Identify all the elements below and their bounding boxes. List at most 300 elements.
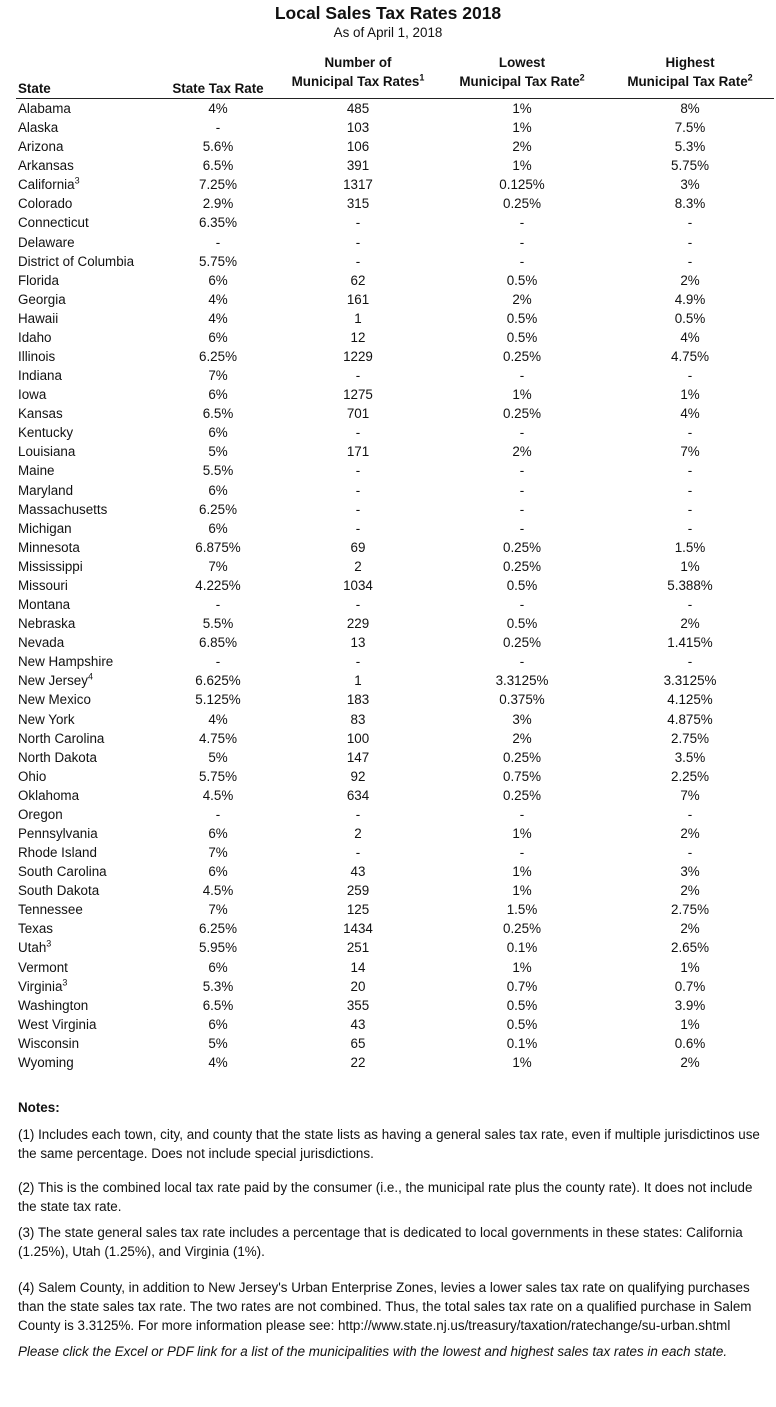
state-name [18,404,63,423]
state-name-text: Georgia [18,291,66,307]
notes-heading: Notes: [18,1100,60,1115]
municipal-rate-count: 485 [346,101,370,116]
lowest-municipal-rate: 0.25% [503,539,541,555]
state-name [18,442,75,461]
state-name-text: Alaska [18,120,59,136]
highest-municipal-rate: 5.388% [667,577,713,593]
state-tax-rate: 4% [208,291,228,307]
state-tax-rate: 6% [208,864,228,880]
lowest-municipal-rate: 0.25% [503,558,541,574]
highest-municipal-rate: 5.75% [671,158,709,174]
footnote-marker: 1 [419,72,425,83]
state-tax-rate: 4% [208,711,228,727]
table-row [0,977,776,996]
state-name [18,881,99,900]
municipal-rate-count: 183 [346,692,370,708]
state-name [18,557,83,576]
state-name-text: Vermont [18,959,68,975]
table-row [0,271,776,290]
table-row [0,919,776,938]
state-name [18,958,68,977]
state-name-text: North Dakota [18,749,97,765]
highest-municipal-rate: 3% [680,864,700,880]
state-name-text: Nevada [18,635,65,651]
state-name [18,252,134,271]
state-name [18,366,62,385]
footnote-marker: 3 [74,175,80,186]
state-tax-rate: 4.225% [195,577,241,593]
highest-municipal-rate: 8.3% [674,196,706,212]
header-state [18,79,51,98]
state-tax-rate: 6.5% [202,406,234,422]
municipal-rate-count: - [355,463,361,479]
table-row [0,671,776,690]
lowest-municipal-rate: 1% [512,864,532,880]
state-name-text: New Mexico [18,692,91,708]
lowest-municipal-rate: - [519,215,525,231]
table-row [0,595,776,614]
state-tax-rate: 4.5% [202,787,234,803]
state-name [18,633,64,652]
municipal-rate-count: 251 [346,940,370,956]
municipal-rate-count: - [355,520,361,536]
state-name-text: Pennsylvania [18,825,98,841]
state-name-text: Oregon [18,806,63,822]
table-row [0,576,776,595]
lowest-municipal-rate: 1% [512,883,532,899]
state-tax-rate: 5.3% [202,978,234,994]
footnote-marker: 3 [46,938,52,949]
lowest-municipal-rate: 0.25% [503,635,541,651]
state-name [18,519,72,538]
lowest-municipal-rate: - [519,654,525,670]
state-name [18,309,58,328]
state-name-text: Hawaii [18,310,59,326]
highest-municipal-rate: 1% [680,1016,700,1032]
highest-municipal-rate: 4.9% [674,291,706,307]
table-row [0,156,776,175]
note-3: (3) The state general sales tax rate includes a percentage that is dedicated to local governments in these states: California (1.25%), Utah (1.25%), and Virginia (1%). [18,1225,743,1259]
highest-municipal-rate: - [687,368,693,384]
header-highest-rate [606,53,774,91]
table-row [0,786,776,805]
municipal-rate-count: 62 [350,272,366,288]
municipal-rate-count: 1229 [343,349,373,365]
state-tax-rate: 7% [208,902,228,918]
state-name-text: Louisiana [18,444,76,460]
state-tax-rate: 6.85% [199,635,237,651]
municipal-rate-count: 1 [354,673,362,689]
state-name [18,175,80,194]
state-name-text: Tennessee [18,902,83,918]
state-name [18,652,113,671]
table-row [0,442,776,461]
lowest-municipal-rate: 0.25% [503,349,541,365]
highest-municipal-rate: - [687,654,693,670]
state-name [18,710,75,729]
municipal-rate-count: 1275 [343,387,373,403]
table-row [0,767,776,786]
highest-municipal-rate: - [687,425,693,441]
highest-municipal-rate: 3% [680,177,700,193]
highest-municipal-rate: 0.6% [674,1035,706,1051]
state-tax-rate: 6% [208,272,228,288]
state-tax-rate: 5.75% [199,253,237,269]
state-name-text: Arkansas [18,158,74,174]
highest-municipal-rate: 7.5% [674,120,706,136]
municipal-rate-count: 147 [346,749,370,765]
municipal-rate-count: 229 [346,616,370,632]
state-name-text: Idaho [18,329,52,345]
state-name [18,538,80,557]
state-name [18,385,46,404]
lowest-municipal-rate: 0.125% [499,177,545,193]
state-tax-rate: 5.95% [199,940,237,956]
state-name-text: South Dakota [18,883,100,899]
lowest-municipal-rate: 2% [512,291,532,307]
state-tax-rate: 6% [208,1016,228,1032]
lowest-municipal-rate: 0.5% [506,577,538,593]
table-row [0,194,776,213]
table-row [0,213,776,232]
table-row [0,805,776,824]
lowest-municipal-rate: 1% [512,825,532,841]
lowest-municipal-rate: 0.375% [499,692,545,708]
state-tax-rate: 6.5% [202,158,234,174]
state-name-text: Texas [18,921,53,937]
state-name-text: Illinois [18,349,56,365]
highest-municipal-rate: 1% [680,959,700,975]
state-name [18,767,46,786]
lowest-municipal-rate: 0.1% [506,1035,538,1051]
state-name-text: New York [18,711,75,727]
municipal-rate-count: 634 [346,787,370,803]
state-name [18,671,93,690]
highest-municipal-rate: 7% [680,787,700,803]
note-1: (1) Includes each town, city, and county that the state lists as having a general sales tax rate, even if multiple jurisdictinos use the same percentage. Does not include special jurisdictions. [18,1127,760,1161]
municipal-rate-count: - [355,215,361,231]
highest-municipal-rate: 1% [680,387,700,403]
highest-municipal-rate: 8% [680,101,700,116]
lowest-municipal-rate: 0.25% [503,196,541,212]
state-tax-rate: 6.25% [199,921,237,937]
state-tax-rate: - [215,120,221,136]
table-row [0,385,776,404]
highest-municipal-rate: 4.75% [671,349,709,365]
footnote-marker: 2 [579,72,585,83]
closing-note: Please click the Excel or PDF link for a list of the municipalities with the lowest and highest sales tax rates in each state. [18,1344,728,1359]
lowest-municipal-rate: 0.25% [503,787,541,803]
highest-municipal-rate: - [687,520,693,536]
municipal-rate-count: 125 [346,902,370,918]
header-lowest-line2: Municipal Tax Rate$^2$ [459,72,585,89]
state-name-text: Wisconsin [18,1035,80,1051]
lowest-municipal-rate: - [519,253,525,269]
municipal-rate-count: 259 [346,883,370,899]
state-name [18,843,97,862]
state-name [18,99,71,118]
state-tax-rate: 5.75% [199,768,237,784]
municipal-rate-count: - [355,597,361,613]
state-name-text: Massachusetts [18,501,108,517]
state-tax-rate: 6.35% [199,215,237,231]
lowest-municipal-rate: 2% [512,139,532,155]
municipal-rate-count: 14 [350,959,366,975]
table-row [0,900,776,919]
state-name [18,824,98,843]
lowest-municipal-rate: 0.25% [503,406,541,422]
table-row [0,423,776,442]
state-tax-rate: 5% [208,444,228,460]
header-highest-line2: Municipal Tax Rate$^2$ [627,72,753,89]
state-name-text: Iowa [18,387,47,403]
municipal-rate-count: - [355,368,361,384]
header-number-of-rates [268,53,448,91]
table-row [0,958,776,977]
state-name [18,1053,74,1072]
state-tax-rate: 4% [208,101,228,116]
lowest-municipal-rate: 1% [512,120,532,136]
state-tax-rate: 6.625% [195,673,241,689]
highest-municipal-rate: 2.75% [671,902,709,918]
municipal-rate-count: 2 [354,825,362,841]
table-row [0,652,776,671]
table-row [0,996,776,1015]
state-name-text: Mississippi [18,558,83,574]
highest-municipal-rate: 2% [680,616,700,632]
lowest-municipal-rate: 3.3125% [495,673,549,689]
highest-municipal-rate: - [687,253,693,269]
highest-municipal-rate: 1% [680,558,700,574]
highest-municipal-rate: 2% [680,825,700,841]
state-name [18,461,54,480]
lowest-municipal-rate: 1% [512,101,532,116]
highest-municipal-rate: 2% [680,1054,700,1070]
state-tax-rate: 2.9% [202,196,234,212]
state-tax-rate: 4% [208,310,228,326]
lowest-municipal-rate: - [519,501,525,517]
state-name [18,271,59,290]
state-name [18,1034,79,1053]
state-tax-rate: 6% [208,520,228,536]
highest-municipal-rate: 1.5% [674,539,706,555]
lowest-municipal-rate: - [519,845,525,861]
state-name-text: Minnesota [18,539,80,555]
state-name [18,290,66,309]
highest-municipal-rate: - [687,845,693,861]
highest-municipal-rate: 2% [680,883,700,899]
municipal-rate-count: 161 [346,291,370,307]
state-tax-rate: 5.6% [202,139,234,155]
state-tax-rate: 5% [208,749,228,765]
table-row [0,519,776,538]
state-name-text: Oklahoma [18,787,80,803]
lowest-municipal-rate: 1% [512,158,532,174]
state-tax-rate: 7.25% [199,177,237,193]
highest-municipal-rate: - [687,234,693,250]
highest-municipal-rate: - [687,501,693,517]
highest-municipal-rate: 0.5% [674,310,706,326]
municipal-rate-count: - [355,234,361,250]
state-name-text: Maine [18,463,55,479]
municipal-rate-count: 83 [350,711,366,727]
highest-municipal-rate: - [687,215,693,231]
highest-municipal-rate: 4% [680,329,700,345]
footnote-marker: 4 [87,671,93,682]
municipal-rate-count: 171 [346,444,370,460]
state-name-text: New Jersey [18,673,88,689]
state-tax-rate: 5.125% [195,692,241,708]
header-highest-line1: Highest [665,55,715,70]
highest-municipal-rate: - [687,482,693,498]
state-name-text: Florida [18,272,59,288]
state-name-text: Nebraska [18,616,76,632]
lowest-municipal-rate: 2% [512,444,532,460]
lowest-municipal-rate: 1% [512,387,532,403]
state-name [18,977,67,996]
state-tax-rate: 6% [208,482,228,498]
state-name-text: Washington [18,997,89,1013]
header-lowest-rate [442,53,602,91]
state-name-text: Ohio [18,768,47,784]
state-name-text: Colorado [18,196,73,212]
state-name [18,748,97,767]
municipal-rate-count: - [355,482,361,498]
state-tax-rate: 6% [208,825,228,841]
state-name [18,481,73,500]
table-row [0,347,776,366]
lowest-municipal-rate: 0.5% [506,1016,538,1032]
state-name [18,996,88,1015]
highest-municipal-rate: 4% [680,406,700,422]
highest-municipal-rate: 0.7% [674,978,706,994]
state-tax-rate: - [215,654,221,670]
municipal-rate-count: - [355,654,361,670]
municipal-rate-count: 315 [346,196,370,212]
page-subtitle: As of April 1, 2018 [333,25,443,40]
state-name [18,786,79,805]
state-tax-rate: 5% [208,1035,228,1051]
municipal-rate-count: 92 [350,768,366,784]
municipal-rate-count: 20 [350,978,366,994]
state-name [18,1015,96,1034]
lowest-municipal-rate: 2% [512,730,532,746]
municipal-rate-count: 13 [350,635,366,651]
state-tax-rate: 6.25% [199,349,237,365]
state-tax-rate: 5.5% [202,463,234,479]
lowest-municipal-rate: 0.5% [506,310,538,326]
state-name-text: Wyoming [18,1054,74,1070]
header-number-line2: Municipal Tax Rates$^1$ [291,72,425,89]
table-row [0,1034,776,1053]
state-name-text: New Hampshire [18,654,114,670]
state-tax-rate: 4% [208,1054,228,1070]
state-tax-rate: 6.875% [195,539,241,555]
state-tax-rate: 6% [208,387,228,403]
lowest-municipal-rate: - [519,597,525,613]
lowest-municipal-rate: 0.7% [506,978,538,994]
table-row [0,137,776,156]
state-name [18,614,75,633]
state-name-text: Maryland [18,482,74,498]
lowest-municipal-rate: - [519,368,525,384]
municipal-rate-count: - [355,845,361,861]
state-name-text: California [18,177,75,193]
header-state-label: State [18,81,51,96]
state-name-text: Delaware [18,234,75,250]
table-row [0,461,776,480]
lowest-municipal-rate: 1.5% [506,902,538,918]
lowest-municipal-rate: 0.5% [506,272,538,288]
municipal-rate-count: 391 [346,158,370,174]
municipal-rate-count: 43 [350,1016,366,1032]
municipal-rate-count: 1317 [343,177,373,193]
state-name-text: North Carolina [18,730,105,746]
lowest-municipal-rate: 1% [512,1054,532,1070]
municipal-rate-count: - [355,501,361,517]
table-row [0,824,776,843]
header-number-line1: Number of [324,55,392,70]
lowest-municipal-rate: - [519,482,525,498]
state-name [18,233,75,252]
state-name [18,118,58,137]
highest-municipal-rate: - [687,463,693,479]
highest-municipal-rate: 3.3125% [663,673,717,689]
state-tax-rate: - [215,806,221,822]
tax-rate-table [0,99,776,1072]
highest-municipal-rate: - [687,806,693,822]
state-tax-rate: 6.25% [199,501,237,517]
state-tax-rate: 7% [208,558,228,574]
highest-municipal-rate: 2% [680,272,700,288]
lowest-municipal-rate: 0.5% [506,616,538,632]
state-name-text: Montana [18,597,71,613]
footnote-marker: 2 [747,72,753,83]
highest-municipal-rate: 3.9% [674,997,706,1013]
lowest-municipal-rate: 0.1% [506,940,538,956]
highest-municipal-rate: 7% [680,444,700,460]
municipal-rate-count: 69 [350,539,366,555]
state-name-text: Virginia [18,978,63,994]
table-row [0,748,776,767]
state-tax-rate: 6% [208,425,228,441]
highest-municipal-rate: 2.75% [671,730,709,746]
state-name [18,862,107,881]
table-row [0,729,776,748]
highest-municipal-rate: 2.65% [671,940,709,956]
state-name [18,213,89,232]
state-name-text: Arizona [18,139,64,155]
table-row [0,404,776,423]
header-state-tax-rate-label: State Tax Rate [172,81,264,96]
state-name-text: Utah [18,940,47,956]
lowest-municipal-rate: 0.5% [506,997,538,1013]
municipal-rate-count: 1 [354,310,362,326]
highest-municipal-rate: 2% [680,921,700,937]
table-row [0,328,776,347]
header-lowest-line1: Lowest [498,55,546,70]
state-name-text: Kansas [18,406,63,422]
highest-municipal-rate: 5.3% [674,139,706,155]
state-name-text: District of Columbia [18,253,135,269]
state-name-text: Connecticut [18,215,89,231]
state-tax-rate: - [215,597,221,613]
table-row [0,557,776,576]
municipal-rate-count: 12 [350,329,366,345]
table-row [0,99,776,118]
table-row [0,690,776,709]
state-name [18,423,73,442]
